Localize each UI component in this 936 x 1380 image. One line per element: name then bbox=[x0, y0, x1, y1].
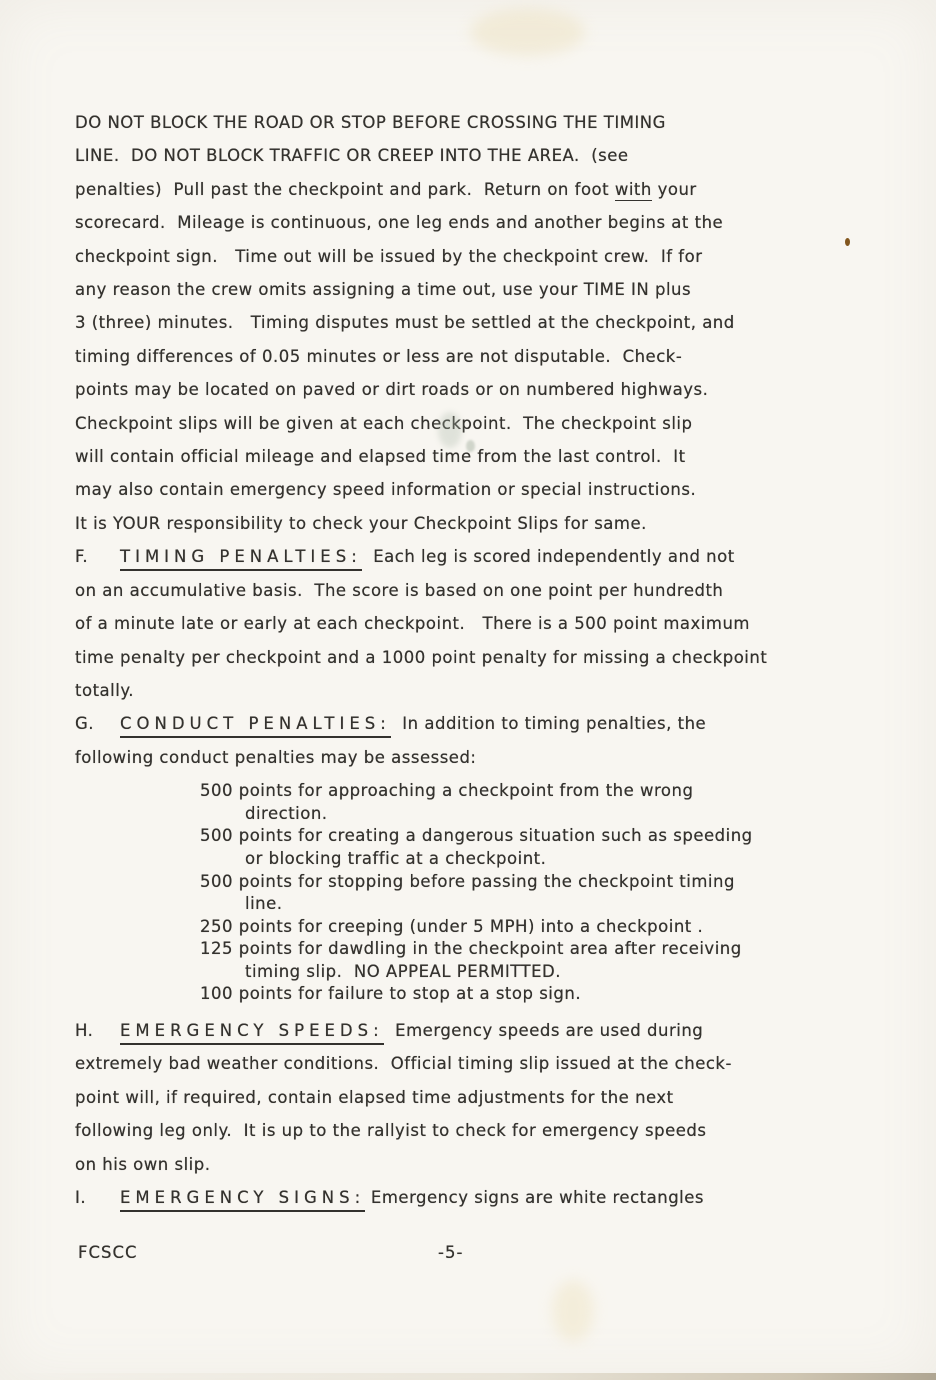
text-segment: line. bbox=[245, 894, 283, 914]
text-line bbox=[75, 106, 881, 139]
text-line bbox=[75, 1047, 881, 1080]
page-edge-shadow bbox=[0, 1373, 936, 1380]
text-segment: may also contain emergency speed information or special instructions. bbox=[75, 480, 697, 500]
text-line bbox=[245, 848, 881, 871]
text-segment: point will, if required, contain elapsed time adjustments for the next bbox=[75, 1087, 674, 1107]
text-line bbox=[245, 961, 881, 984]
text-segment: penalties) Pull past the checkpoint and park. Return on foot bbox=[75, 179, 615, 199]
section-label: G. bbox=[75, 714, 95, 734]
text-segment: scorecard. Mileage is continuous, one leg ends and another begins at the bbox=[75, 213, 724, 233]
text-segment: 100 points for failure to stop at a stop sign. bbox=[200, 984, 582, 1004]
text-segment: It is YOUR responsibility to check your Checkpoint Slips for same. bbox=[75, 513, 647, 533]
text-line bbox=[75, 1181, 881, 1214]
text-line bbox=[75, 139, 881, 172]
text-segment: Checkpoint slips will be given at each checkpoint. The checkpoint slip bbox=[75, 413, 693, 433]
text-line bbox=[75, 206, 881, 239]
text-segment: In addition to timing penalties, the bbox=[390, 714, 707, 734]
paper-stain-top bbox=[470, 8, 585, 56]
section-g-conduct-penalties bbox=[75, 707, 881, 774]
text-line bbox=[245, 893, 881, 916]
text-line bbox=[75, 240, 881, 273]
section-heading: TIMING PENALTIES: bbox=[120, 547, 362, 571]
text-line bbox=[75, 574, 881, 607]
text-segment: direction. bbox=[245, 803, 328, 823]
text-segment: following leg only. It is up to the rallyist to check for emergency speeds bbox=[75, 1121, 707, 1141]
section-f-timing-penalties bbox=[75, 540, 881, 707]
section-label: F. bbox=[75, 547, 89, 567]
section-heading: EMERGENCY SPEEDS: bbox=[120, 1021, 384, 1045]
text-segment: timing differences of 0.05 minutes or less are not disputable. Check- bbox=[75, 346, 683, 366]
text-line bbox=[75, 1081, 881, 1114]
text-line bbox=[75, 540, 881, 573]
text-segment: any reason the crew omits assigning a time out, use your TIME IN plus bbox=[75, 280, 692, 300]
text-line bbox=[75, 674, 881, 707]
text-segment: timing slip. NO APPEAL PERMITTED. bbox=[245, 961, 561, 981]
text-line bbox=[75, 1114, 881, 1147]
text-line bbox=[200, 983, 881, 1006]
section-label: I. bbox=[75, 1188, 87, 1208]
text-line bbox=[75, 273, 881, 306]
text-segment: totally. bbox=[75, 680, 134, 700]
text-line bbox=[75, 440, 881, 473]
text-line bbox=[200, 871, 881, 894]
paper-stain-bottom bbox=[552, 1280, 594, 1342]
text-line bbox=[75, 473, 881, 506]
text-segment: 125 points for dawdling in the checkpoint area after receiving bbox=[200, 939, 742, 959]
smudge-mark bbox=[438, 412, 462, 448]
text-segment: checkpoint sign. Time out will be issued by the checkpoint crew. If for bbox=[75, 246, 703, 266]
page-footer bbox=[0, 1243, 936, 1267]
underlined-text: with bbox=[614, 179, 652, 199]
text-line bbox=[75, 641, 881, 674]
text-segment: time penalty per checkpoint and a 1000 point penalty for missing a checkpoint bbox=[75, 647, 768, 667]
text-line bbox=[75, 707, 881, 740]
text-segment: on his own slip. bbox=[75, 1154, 211, 1174]
footer-org-code: FCSCC bbox=[78, 1243, 138, 1262]
text-segment: DO NOT BLOCK THE ROAD OR STOP BEFORE CROSSING THE TIMING bbox=[75, 113, 666, 132]
text-line bbox=[75, 1014, 881, 1047]
text-line bbox=[75, 173, 881, 206]
text-segment: LINE. DO NOT BLOCK TRAFFIC OR CREEP INTO THE AREA. (see bbox=[75, 146, 629, 166]
section-i-emergency-signs bbox=[75, 1181, 881, 1214]
section-h-emergency-speeds bbox=[75, 1014, 881, 1181]
smudge-dot bbox=[466, 440, 475, 452]
text-line bbox=[75, 340, 881, 373]
text-line bbox=[245, 803, 881, 826]
text-line bbox=[75, 373, 881, 406]
text-line bbox=[75, 607, 881, 640]
section-label: H. bbox=[75, 1021, 94, 1041]
document-body bbox=[75, 106, 881, 1215]
text-line bbox=[200, 938, 881, 961]
section-heading: CONDUCT PENALTIES: bbox=[120, 714, 391, 738]
text-line bbox=[200, 916, 881, 939]
text-segment: 500 points for stopping before passing the checkpoint timing bbox=[200, 871, 735, 891]
text-segment: on an accumulative basis. The score is based on one point per hundredth bbox=[75, 580, 724, 600]
text-segment: Emergency signs are white rectangles bbox=[365, 1188, 704, 1208]
text-segment: your bbox=[651, 179, 697, 199]
text-segment: 500 points for approaching a checkpoint from the wrong bbox=[200, 781, 694, 801]
text-segment: will contain official mileage and elapsed time from the last control. It bbox=[75, 447, 686, 467]
text-segment: 250 points for creeping (under 5 MPH) into a checkpoint . bbox=[200, 916, 704, 936]
text-segment: points may be located on paved or dirt roads or on numbered highways. bbox=[75, 380, 709, 400]
text-line bbox=[200, 825, 881, 848]
conduct-penalty-list bbox=[75, 780, 881, 1006]
text-segment: 3 (three) minutes. Timing disputes must be settled at the checkpoint, and bbox=[75, 313, 735, 333]
text-line bbox=[75, 1148, 881, 1181]
text-segment: Each leg is scored independently and not bbox=[361, 547, 735, 567]
text-segment: extremely bad weather conditions. Official timing slip issued at the check- bbox=[75, 1054, 732, 1074]
ink-speck bbox=[845, 238, 850, 246]
page-number: -5- bbox=[438, 1243, 464, 1262]
text-line bbox=[75, 407, 881, 440]
text-segment: Emergency speeds are used during bbox=[383, 1021, 704, 1041]
text-line bbox=[75, 507, 881, 540]
text-segment: or blocking traffic at a checkpoint. bbox=[245, 848, 547, 868]
text-line bbox=[75, 306, 881, 339]
text-segment: of a minute late or early at each checkpoint. There is a 500 point maximum bbox=[75, 614, 750, 634]
text-segment: 500 points for creating a dangerous situation such as speeding bbox=[200, 826, 753, 846]
text-line bbox=[200, 780, 881, 803]
text-segment: following conduct penalties may be assessed: bbox=[75, 747, 477, 767]
intro-paragraph bbox=[75, 106, 881, 540]
section-heading: EMERGENCY SIGNS: bbox=[120, 1188, 365, 1212]
text-line bbox=[75, 741, 881, 774]
